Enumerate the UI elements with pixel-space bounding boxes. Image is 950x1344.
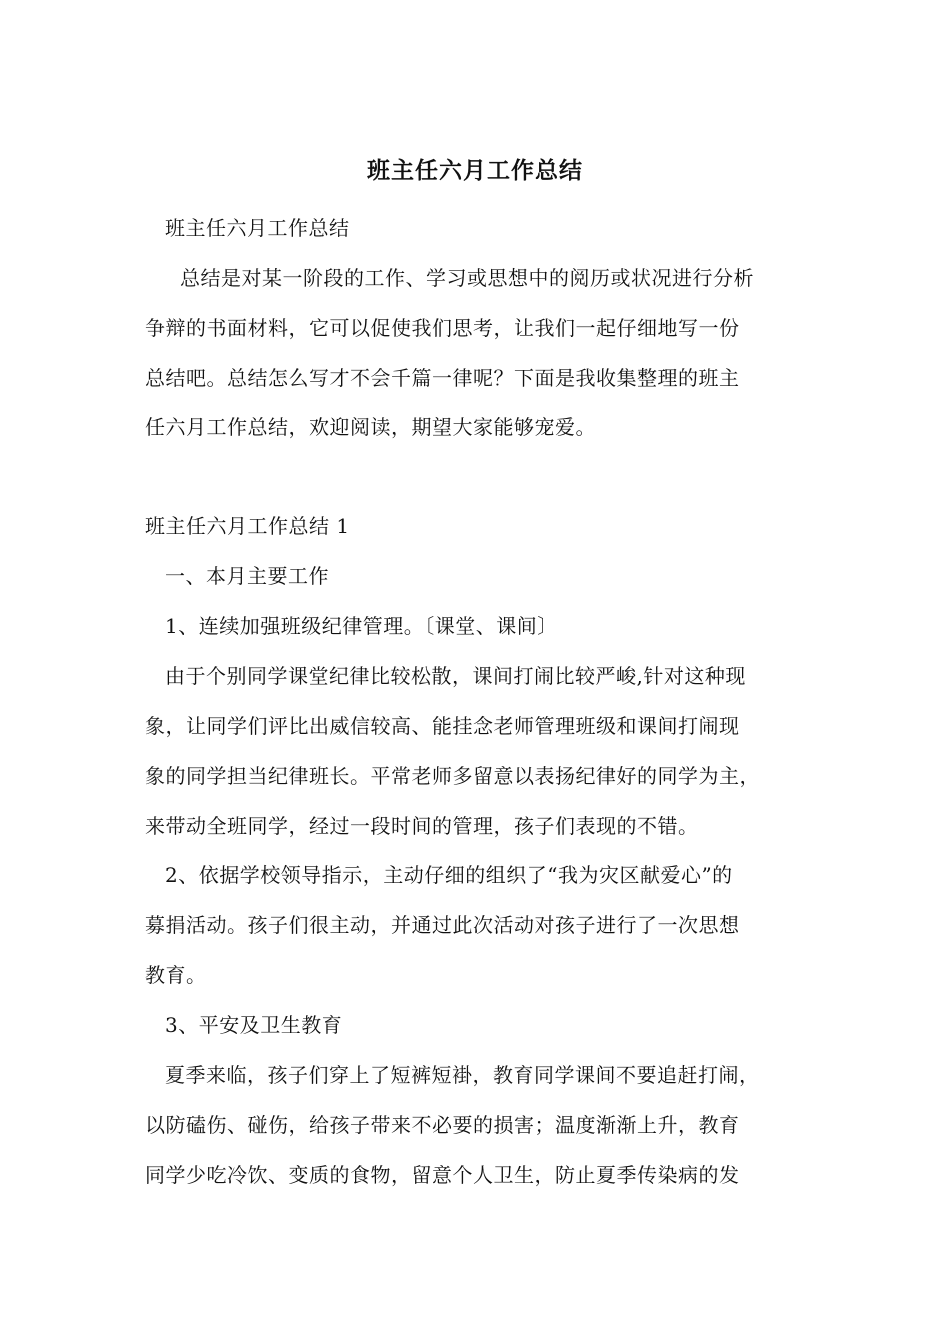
paragraph-line: 总结吧。总结怎么写才不会千篇一律呢？下面是我收集整理的班主 — [145, 366, 740, 390]
section-heading: 一、本月主要工作 — [165, 564, 329, 588]
section-subtitle: 班主任六月工作总结 — [165, 216, 350, 240]
paragraph-line: 同学少吃冷饮、变质的食物，留意个人卫生，防止夏季传染病的发 — [145, 1163, 740, 1187]
item-heading: 2、依据学校领导指示，主动仔细的组织了“我为灾区献爱心”的 — [165, 863, 733, 887]
paragraph-line: 募捐活动。孩子们很主动，并通过此次活动对孩子进行了一次思想 — [145, 913, 740, 937]
paragraph-line: 来带动全班同学，经过一段时间的管理，孩子们表现的不错。 — [145, 814, 699, 838]
section-heading: 班主任六月工作总结 1 — [145, 514, 350, 538]
paragraph-line: 争辩的书面材料，它可以促使我们思考，让我们一起仔细地写一份 — [145, 316, 740, 340]
paragraph-line: 任六月工作总结，欢迎阅读，期望大家能够宠爱。 — [145, 415, 596, 439]
paragraph-line: 总结是对某一阶段的工作、学习或思想中的阅历或状况进行分析 — [180, 266, 754, 290]
item-heading: 3、平安及卫生教育 — [165, 1013, 343, 1037]
paragraph-line: 象的同学担当纪律班长。平常老师多留意以表扬纪律好的同学为主， — [145, 764, 760, 788]
paragraph-line: 以防磕伤、碰伤，给孩子带来不必要的损害；温度渐渐上升，教育 — [145, 1113, 740, 1137]
paragraph-line: 象，让同学们评比出威信较高、能挂念老师管理班级和课间打闹现 — [145, 714, 740, 738]
paragraph-line: 教育。 — [145, 963, 207, 987]
paragraph-line: 由于个别同学课堂纪律比较松散，课间打闹比较严峻,针对这种现 — [165, 664, 746, 688]
paragraph-line: 夏季来临，孩子们穿上了短裤短褂，教育同学课间不要追赶打闹， — [165, 1063, 760, 1087]
item-heading: 1、连续加强班级纪律管理。〔课堂、课间〕 — [165, 614, 558, 638]
page-title: 班主任六月工作总结 — [367, 157, 583, 184]
